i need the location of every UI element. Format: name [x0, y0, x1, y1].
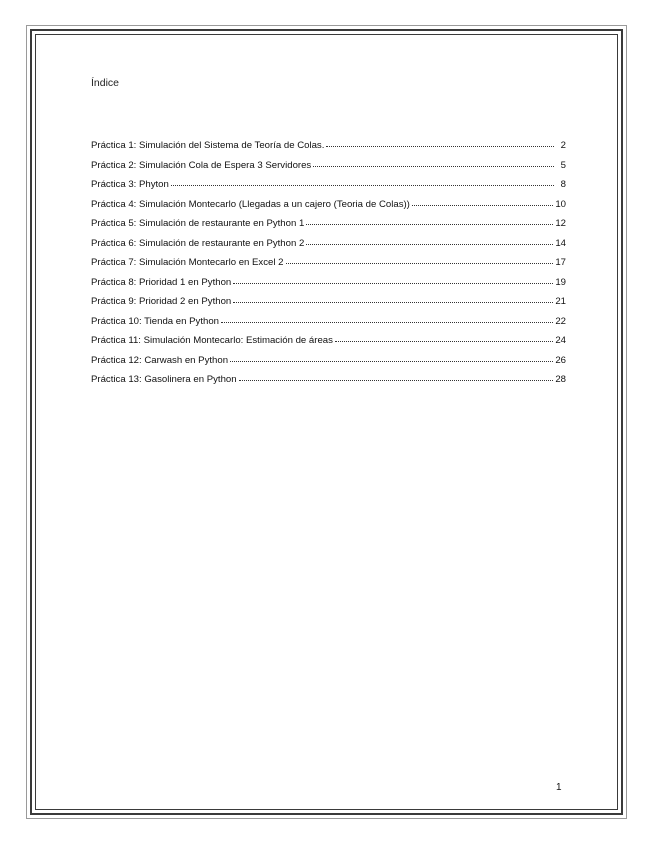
toc-entry-page: 14 [555, 237, 566, 249]
toc-entry[interactable] [91, 274, 566, 294]
toc-entry[interactable] [91, 293, 566, 313]
toc-entry-label: Práctica 8: Prioridad 1 en Python [91, 276, 232, 288]
toc-dot-leader [326, 136, 554, 147]
toc-entry-page: 26 [555, 354, 566, 366]
toc-entry[interactable] [91, 196, 566, 216]
toc-dot-leader [233, 292, 553, 303]
page-number: 1 [556, 782, 562, 793]
toc-dot-leader [286, 253, 554, 264]
toc-entry-page: 19 [555, 276, 566, 288]
toc-dot-leader [230, 351, 553, 362]
toc-entry[interactable] [91, 157, 566, 177]
toc-entry[interactable] [91, 332, 566, 352]
toc-entry-label: Práctica 13: Gasolinera en Python [91, 374, 237, 385]
toc-dot-leader [313, 156, 554, 167]
toc-entry-page: 17 [555, 257, 566, 268]
toc-entry-label: Práctica 10: Tienda en Python [91, 315, 219, 327]
toc-entry-label: Práctica 5: Simulación de restaurante en Python 1 [91, 218, 305, 229]
toc-entry[interactable] [91, 371, 566, 391]
toc-entry[interactable] [91, 137, 566, 157]
toc-entry[interactable] [91, 176, 566, 196]
toc-entry[interactable] [91, 215, 566, 235]
toc-dot-leader [306, 214, 553, 225]
toc-dot-leader [233, 273, 553, 284]
toc-entry[interactable] [91, 352, 566, 372]
toc-dot-leader [221, 312, 553, 323]
toc-entry-page: 24 [555, 335, 566, 346]
toc-entry-label: Práctica 4: Simulación Montecarlo (Llegadas a un cajero (Teoria de Colas)) [91, 198, 410, 210]
toc-entry-label: Práctica 9: Prioridad 2 en Python [91, 296, 232, 307]
table-of-contents [91, 137, 566, 391]
toc-entry-page: 28 [555, 374, 566, 385]
toc-entry-label: Práctica 12: Carwash en Python [91, 354, 229, 366]
toc-entry-label: Práctica 1: Simulación del Sistema de Teoría de Colas. [91, 140, 325, 151]
toc-entry-page: 22 [555, 315, 566, 327]
toc-entry-page: 2 [560, 140, 566, 151]
toc-dot-leader [412, 195, 553, 206]
toc-entry-label: Práctica 2: Simulación Cola de Espera 3 Servidores [91, 159, 312, 171]
toc-title: Índice [91, 77, 120, 89]
toc-dot-leader [335, 331, 553, 342]
toc-dot-leader [239, 370, 554, 381]
toc-entry-label: Práctica 6: Simulación de restaurante en Python 2 [91, 237, 305, 249]
toc-entry-page: 10 [555, 198, 566, 210]
toc-entry[interactable] [91, 254, 566, 274]
toc-dot-leader [171, 175, 554, 186]
toc-entry-page: 8 [560, 179, 566, 190]
toc-entry-page: 21 [555, 296, 566, 307]
toc-entry-label: Práctica 7: Simulación Montecarlo en Excel 2 [91, 257, 284, 268]
toc-entry-page: 5 [560, 159, 566, 171]
toc-entry[interactable] [91, 235, 566, 255]
toc-dot-leader [306, 234, 553, 245]
toc-entry[interactable] [91, 313, 566, 333]
toc-entry-page: 12 [555, 218, 566, 229]
toc-entry-label: Práctica 11: Simulación Montecarlo: Estimación de áreas [91, 335, 333, 346]
toc-entry-label: Práctica 3: Phyton [91, 179, 169, 190]
